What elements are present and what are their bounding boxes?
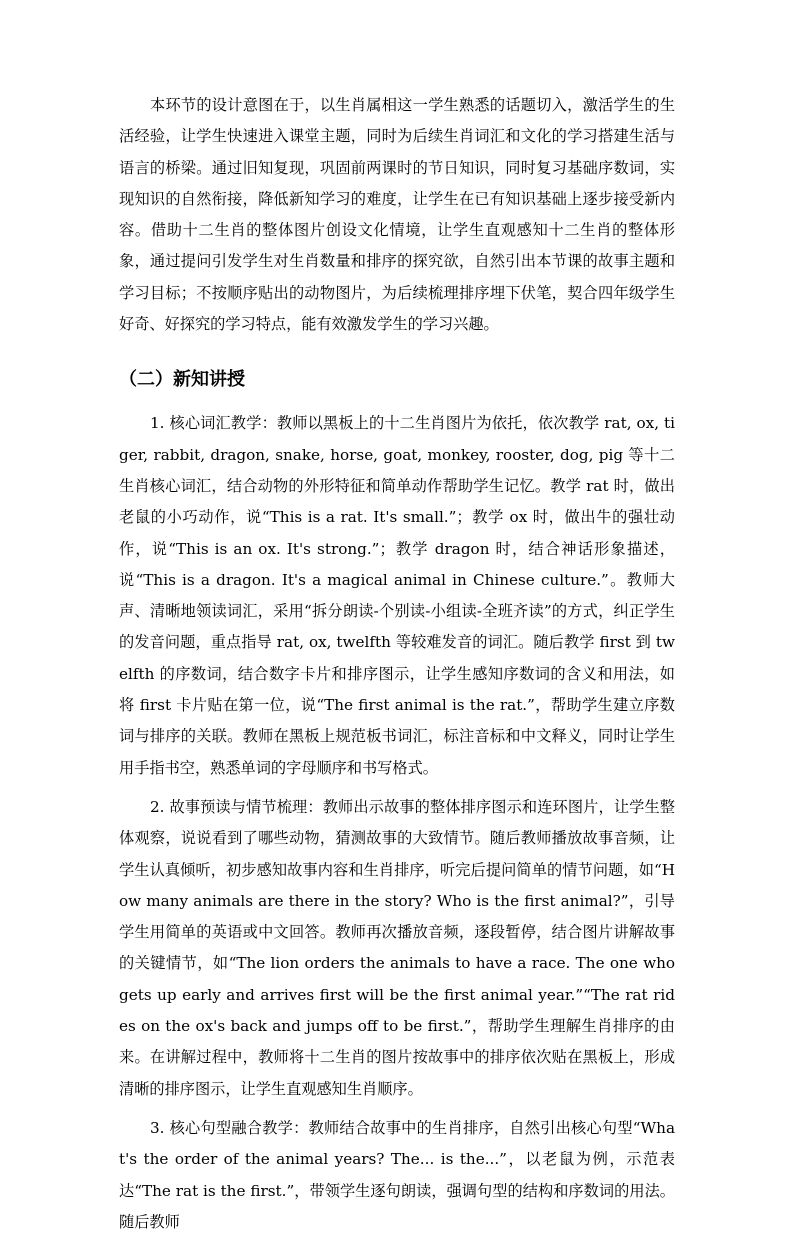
paragraph-story-prereading: 2. 故事预读与情节梳理：教师出示故事的整体排序图示和连环图片，让学生整体观察，说说看到了哪些动物，猜测故事的大致情节。随后教师播放故事音频，让学生认真倾听，初步感知故事内容和生肖排序，听完后提问简单的情节问题，如“How many animals are there in the story? Who is the first animal?”，引导学生用简单的英语或中文回答。教师再次播放音频，逐段暂停，结合图片讲解故事的关键情节，如“The lion orders the animals to have a race. The one who gets up early and arrives first will be the first animal year.”“The rat rides on the ox's back and jumps off to be first.”，帮助学生理解生肖排序的由来。在讲解过程中，教师将十二生肖的图片按故事中的排序依次贴在黑板上，形成清晰的排序图示，让学生直观感知生肖顺序。 [119,797,675,1098]
intro-paragraph: 本环节的设计意图在于，以生肖属相这一学生熟悉的话题切入，激活学生的生活经验，让学生快速进入课堂主题，同时为后续生肖词汇和文化的学习搭建生活与语言的桥梁。通过旧知复现，巩固前两课时的节日知识，同时复习基础序数词，实现知识的自然衔接，降低新知学习的难度，让学生在已有知识基础上逐步接受新内容。借助十二生肖的整体图片创设文化情境，让学生直观感知十二生肖的整体形象，通过提问引发学生对生肖数量和排序的探究欲，自然引出本节课的故事主题和学习目标；不按顺序贴出的动物图片，为后续梳理排序埋下伏笔，契合四年级学生好奇、好探究的学习特点，能有效激发学生的学习兴趣。 [119,96,675,334]
paragraph-sentence-pattern-teaching: 3. 核心句型融合教学：教师结合故事中的生肖排序，自然引出核心句型“What's the order of the animal years? The... is the...”，以老鼠为例，示范表达“The rat is the first.”，带领学生逐句朗读，强调句型的结构和序数词的用法。随后教师 [119,1118,675,1231]
document-body [119,90,675,1238]
paragraph-vocabulary-teaching: 1. 核心词汇教学：教师以黑板上的十二生肖图片为依托，依次教学 rat, ox, tiger, rabbit, dragon, snake, horse, goat, monkey, rooster, dog, pig 等十二生肖核心词汇，结合动物的外形特征和简单动作帮助学生记忆。教学 rat 时，做出老鼠的小巧动作，说“This is a rat. It's small.”；教学 ox 时，做出牛的强壮动作，说“This is an ox. It's strong.”；教学 dragon 时，结合神话形象描述，说“This is a dragon. It's a magical animal in Chinese culture.”。教师大声、清晰地领读词汇，采用“拆分朗读-个别读-小组读-全班齐读”的方式，纠正学生的发音问题，重点指导 rat, ox, twelfth 等较难发音的词汇。随后教学 first 到 twelfth 的序数词，结合数字卡片和排序图示，让学生感知序数词的含义和用法，如将 first 卡片贴在第一位，说“The first animal is the rat.”，帮助学生建立序数词与排序的关联。教师在黑板上规范板书词汇，标注音标和中文释义，同时让学生用手指书空，熟悉单词的字母顺序和书写格式。 [119,414,675,777]
section-heading: （二）新知讲授 [119,369,245,391]
